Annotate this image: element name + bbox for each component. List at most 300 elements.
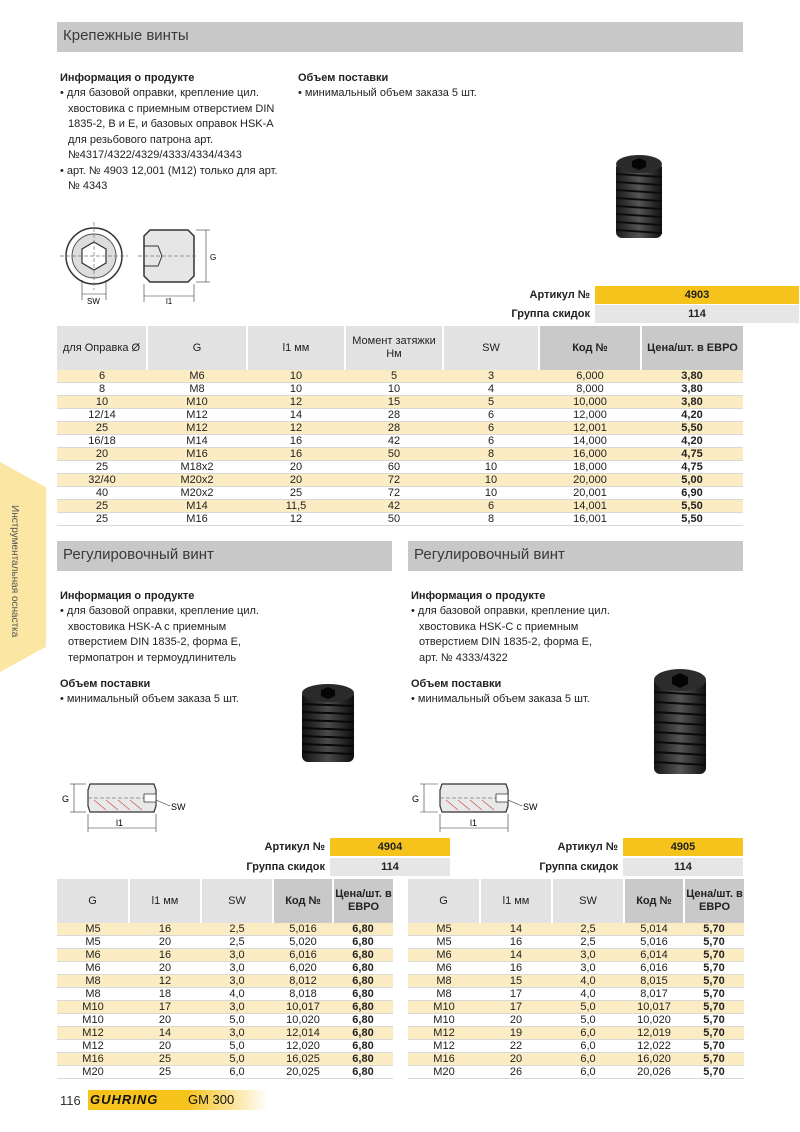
table-row — [408, 962, 744, 975]
col-header: SW — [201, 879, 273, 923]
price-cell: 6,80 — [333, 923, 393, 936]
price-cell: 6,80 — [333, 936, 393, 949]
price-cell: 5,70 — [684, 988, 744, 1001]
price-cell: 6,80 — [333, 1053, 393, 1066]
table-cell: M6 — [57, 962, 129, 975]
section-title: Регулировочный винт — [414, 546, 565, 563]
table-cell: 16,020 — [624, 1053, 684, 1066]
table-cell: 14 — [480, 923, 552, 936]
price-cell: 5,70 — [684, 1001, 744, 1014]
table-cell: 11,5 — [247, 500, 345, 513]
article-number: 4903 — [595, 286, 799, 304]
supply-title: Объем поставки — [411, 678, 502, 690]
table-cell: 20,000 — [539, 474, 641, 487]
product-image-set-screw — [608, 150, 670, 244]
col-header: G — [147, 326, 247, 370]
price-cell: 5,70 — [684, 1040, 744, 1053]
table-cell: 10 — [345, 383, 443, 396]
table-cell: M8 — [408, 975, 480, 988]
technical-drawing-right — [408, 776, 548, 836]
table-cell: 18 — [129, 988, 201, 1001]
table-cell: 2,5 — [552, 923, 624, 936]
table-cell: M8 — [408, 988, 480, 1001]
price-cell: 3,80 — [641, 383, 743, 396]
table-cell: 17 — [480, 988, 552, 1001]
price-cell: 6,80 — [333, 1014, 393, 1027]
table-cell: 6 — [443, 409, 539, 422]
info-bullet: • арт. № 4903 12,001 (M12) только для арт. № 4343 — [60, 164, 278, 192]
table-cell: 10 — [247, 370, 345, 383]
table-cell: 16 — [480, 962, 552, 975]
info-bullet: • для базовой оправки, крепление цил. хвостовика HSK-A с приемным отверстием DIN 1835-2, форма E, термопатрон и термоудлинитель — [60, 605, 259, 664]
table-cell: 25 — [129, 1066, 201, 1079]
table-cell: 6,020 — [273, 962, 333, 975]
price-cell: 6,80 — [333, 1066, 393, 1079]
table-cell: 42 — [345, 435, 443, 448]
table-cell: 5,0 — [552, 1014, 624, 1027]
table-cell: 20 — [129, 936, 201, 949]
article-label: Артикул № — [557, 841, 618, 853]
table-cell: M5 — [57, 923, 129, 936]
table-cell: 25 — [57, 461, 147, 474]
table-row — [408, 975, 744, 988]
col-header: для Оправка Ø — [57, 326, 147, 370]
price-cell: 4,75 — [641, 461, 743, 474]
table-row — [408, 988, 744, 1001]
table-cell: 6,0 — [552, 1053, 624, 1066]
table-row — [57, 500, 743, 513]
footer-brand — [88, 1090, 268, 1110]
table-cell: 17 — [480, 1001, 552, 1014]
table-cell: 17 — [129, 1001, 201, 1014]
table-row — [57, 1027, 393, 1040]
table-header — [57, 326, 743, 370]
table-cell: M14 — [147, 435, 247, 448]
left-info — [60, 590, 285, 708]
table-cell: 3,0 — [201, 1027, 273, 1040]
table-cell: M5 — [408, 923, 480, 936]
article-row-left — [57, 838, 403, 856]
table-cell: M20 — [57, 1066, 129, 1079]
table-row — [57, 975, 393, 988]
table-cell: 8,000 — [539, 383, 641, 396]
table-right — [408, 879, 744, 1079]
table-cell: 15 — [345, 396, 443, 409]
price-cell: 6,80 — [333, 949, 393, 962]
table-cell: 6,0 — [201, 1066, 273, 1079]
price-cell: 4,75 — [641, 448, 743, 461]
supply-title: Объем поставки — [298, 72, 389, 84]
table-cell: 3 — [443, 370, 539, 383]
table-cell: 6,0 — [552, 1040, 624, 1053]
discount-row-right — [408, 858, 744, 876]
table-cell: 5,0 — [201, 1053, 273, 1066]
table-row — [57, 383, 743, 396]
table-cell: 10,017 — [624, 1001, 684, 1014]
table-row — [57, 435, 743, 448]
brand-logo: GUHRING — [90, 1092, 159, 1107]
price-cell: 6,80 — [333, 962, 393, 975]
table-left — [57, 879, 393, 1079]
main-info — [60, 72, 285, 195]
table-cell: 16,025 — [273, 1053, 333, 1066]
price-cell: 5,50 — [641, 513, 743, 526]
table-cell: 5,014 — [624, 923, 684, 936]
supply-bullet: • минимальный объем заказа 5 шт. — [298, 87, 477, 99]
table-cell: 6,016 — [273, 949, 333, 962]
dim-sw: SW — [523, 802, 538, 812]
table-cell: M6 — [408, 949, 480, 962]
col-header: G — [408, 879, 480, 923]
table-cell: 10 — [443, 474, 539, 487]
table-row — [57, 949, 393, 962]
table-cell: 5,0 — [201, 1014, 273, 1027]
table-cell: 10,017 — [273, 1001, 333, 1014]
col-header: Момент затяжки Нм — [345, 326, 443, 370]
table-cell: 12/14 — [57, 409, 147, 422]
table-cell: 2,5 — [201, 923, 273, 936]
section-header-right — [408, 541, 743, 571]
table-cell: 42 — [345, 500, 443, 513]
table-cell: 20 — [480, 1014, 552, 1027]
table-cell: 12,001 — [539, 422, 641, 435]
col-header: Цена/шт. в ЕВРО — [333, 879, 393, 923]
price-cell: 5,50 — [641, 422, 743, 435]
price-cell: 6,80 — [333, 1001, 393, 1014]
table-cell: 16,001 — [539, 513, 641, 526]
table-row — [408, 1027, 744, 1040]
info-bullet: • для базовой оправки, крепление цил. хвостовика HSK-C с приемным отверстием DIN 1835-2, форма E, арт. № 4333/4322 — [411, 605, 610, 664]
table-cell: 6 — [57, 370, 147, 383]
article-number: 4904 — [330, 838, 450, 856]
table-row — [57, 1053, 393, 1066]
table-cell: M12 — [57, 1040, 129, 1053]
table-cell: 16 — [129, 923, 201, 936]
discount-row-left — [57, 858, 399, 876]
table-cell: 60 — [345, 461, 443, 474]
table-cell: 12,020 — [273, 1040, 333, 1053]
table-cell: 5 — [443, 396, 539, 409]
table-cell: M5 — [57, 936, 129, 949]
table-cell: 5 — [345, 370, 443, 383]
section-title: Крепежные винты — [63, 27, 189, 44]
col-header: l1 мм — [480, 879, 552, 923]
table-cell: 28 — [345, 409, 443, 422]
price-cell: 6,80 — [333, 1040, 393, 1053]
table-row — [57, 1066, 393, 1079]
table-cell: 10 — [247, 383, 345, 396]
table-cell: 10,020 — [624, 1014, 684, 1027]
article-number: 4905 — [623, 838, 743, 856]
table-cell: 3,0 — [552, 949, 624, 962]
table-cell: 20 — [57, 448, 147, 461]
dim-sw: SW — [171, 802, 186, 812]
discount-label: Группа скидок — [511, 308, 590, 320]
table-main — [57, 326, 743, 526]
table-cell: 20 — [129, 1014, 201, 1027]
dim-l1: l1 — [166, 297, 173, 306]
info-title: Информация о продукте — [60, 72, 195, 84]
table-cell: M18x2 — [147, 461, 247, 474]
table-cell: 6,016 — [624, 962, 684, 975]
table-cell: 8 — [443, 448, 539, 461]
price-cell: 5,70 — [684, 949, 744, 962]
table-cell: 12 — [247, 396, 345, 409]
table-cell: M10 — [57, 1001, 129, 1014]
table-cell: 8,017 — [624, 988, 684, 1001]
price-cell: 5,50 — [641, 500, 743, 513]
table-cell: 50 — [345, 448, 443, 461]
table-cell: 16 — [247, 448, 345, 461]
table-row — [408, 1040, 744, 1053]
catalog-name: GM 300 — [188, 1092, 235, 1107]
table-cell: 3,0 — [552, 962, 624, 975]
table-cell: 72 — [345, 474, 443, 487]
table-cell: 14 — [247, 409, 345, 422]
table-row — [408, 1053, 744, 1066]
price-cell: 3,80 — [641, 396, 743, 409]
price-cell: 6,80 — [333, 1027, 393, 1040]
supply-bullet: • минимальный объем заказа 5 шт. — [60, 693, 239, 705]
right-info — [411, 590, 611, 708]
table-cell: M12 — [408, 1027, 480, 1040]
table-cell: 16/18 — [57, 435, 147, 448]
table-cell: 16 — [129, 949, 201, 962]
table-cell: 16 — [247, 435, 345, 448]
table-cell: 8,015 — [624, 975, 684, 988]
table-cell: 20,025 — [273, 1066, 333, 1079]
table-cell: 18,000 — [539, 461, 641, 474]
table-cell: M6 — [57, 949, 129, 962]
table-cell: 4,0 — [552, 988, 624, 1001]
dim-l1: l1 — [116, 818, 124, 828]
table-cell: 20,026 — [624, 1066, 684, 1079]
table-cell: 25 — [57, 513, 147, 526]
price-cell: 5,70 — [684, 1014, 744, 1027]
table-cell: M16 — [147, 448, 247, 461]
table-cell: 32/40 — [57, 474, 147, 487]
article-label: Артикул № — [529, 289, 590, 301]
table-cell: 12,022 — [624, 1040, 684, 1053]
table-cell: 5,016 — [273, 923, 333, 936]
table-cell: 6,0 — [552, 1066, 624, 1079]
product-image-adjusting-screw — [296, 682, 364, 764]
table-cell: 20 — [129, 962, 201, 975]
table-cell: M12 — [147, 422, 247, 435]
dim-g: G — [210, 253, 217, 262]
table-cell: M8 — [57, 988, 129, 1001]
col-header: Цена/шт. в ЕВРО — [684, 879, 744, 923]
price-cell: 6,80 — [333, 988, 393, 1001]
col-header: SW — [552, 879, 624, 923]
discount-group: 114 — [595, 305, 799, 323]
table-cell: 12 — [129, 975, 201, 988]
table-cell: 25 — [129, 1053, 201, 1066]
discount-group: 114 — [623, 858, 743, 876]
table-cell: 10,000 — [539, 396, 641, 409]
table-cell: 12,019 — [624, 1027, 684, 1040]
price-cell: 5,70 — [684, 1053, 744, 1066]
col-header: SW — [443, 326, 539, 370]
table-row — [57, 988, 393, 1001]
supply-title: Объем поставки — [60, 678, 151, 690]
section-title: Регулировочный винт — [63, 546, 214, 563]
article-label: Артикул № — [264, 841, 325, 853]
article-row-main — [57, 286, 743, 304]
col-header: Код № — [624, 879, 684, 923]
table-cell: M12 — [408, 1040, 480, 1053]
col-header: l1 мм — [129, 879, 201, 923]
table-cell: 72 — [345, 487, 443, 500]
table-cell: 12 — [247, 513, 345, 526]
table-cell: M10 — [57, 1014, 129, 1027]
table-cell: M10 — [408, 1014, 480, 1027]
section-header-left — [57, 541, 392, 571]
price-cell: 5,70 — [684, 923, 744, 936]
table-cell: 14 — [480, 949, 552, 962]
table-row — [57, 923, 393, 936]
table-cell: 10 — [57, 396, 147, 409]
discount-label: Группа скидок — [246, 861, 325, 873]
table-cell: 25 — [247, 487, 345, 500]
table-cell: M6 — [147, 370, 247, 383]
table-row — [57, 461, 743, 474]
side-tab — [0, 462, 46, 672]
section-header-main — [57, 22, 743, 52]
table-cell: 4 — [443, 383, 539, 396]
table-cell: 25 — [57, 500, 147, 513]
table-cell: M20x2 — [147, 487, 247, 500]
col-header: l1 мм — [247, 326, 345, 370]
table-row — [57, 1001, 393, 1014]
table-cell: 20 — [247, 461, 345, 474]
product-image-adjusting-screw — [646, 666, 716, 776]
table-cell: 15 — [480, 975, 552, 988]
table-cell: 16,000 — [539, 448, 641, 461]
table-cell: 28 — [345, 422, 443, 435]
table-cell: 3,0 — [201, 1001, 273, 1014]
table-row — [57, 962, 393, 975]
table-row — [408, 936, 744, 949]
table-cell: 20 — [247, 474, 345, 487]
table-cell: M6 — [408, 962, 480, 975]
price-cell: 6,90 — [641, 487, 743, 500]
table-cell: M10 — [408, 1001, 480, 1014]
table-row — [57, 487, 743, 500]
price-cell: 4,20 — [641, 435, 743, 448]
table-cell: 8 — [57, 383, 147, 396]
table-row — [408, 1066, 744, 1079]
table-cell: M20 — [408, 1066, 480, 1079]
table-cell: 6,014 — [624, 949, 684, 962]
table-cell: 22 — [480, 1040, 552, 1053]
table-cell: 6 — [443, 422, 539, 435]
col-header: Код № — [539, 326, 641, 370]
table-cell: 5,0 — [552, 1001, 624, 1014]
table-cell: 2,5 — [201, 936, 273, 949]
price-cell: 5,70 — [684, 962, 744, 975]
table-row — [57, 474, 743, 487]
price-cell: 5,70 — [684, 975, 744, 988]
dim-l1: l1 — [470, 818, 478, 828]
table-row — [408, 949, 744, 962]
table-cell: 3,0 — [201, 962, 273, 975]
table-row — [57, 409, 743, 422]
table-cell: 20,001 — [539, 487, 641, 500]
table-cell: 16 — [480, 936, 552, 949]
table-cell: M16 — [147, 513, 247, 526]
table-cell: 3,0 — [201, 949, 273, 962]
info-bullet: • для базовой оправки, крепление цил. хвостовика с приемным отверстием DIN 1835-2, B и E, и базовых оправок HSK-A для резьбового патрона арт. №4317/4322/4329/4333/4334/4343 — [60, 87, 275, 161]
table-cell: 14,001 — [539, 500, 641, 513]
col-header: Цена/шт. в ЕВРО — [641, 326, 743, 370]
info-title: Информация о продукте — [60, 590, 195, 602]
supply-bullet: • минимальный объем заказа 5 шт. — [411, 693, 590, 705]
price-cell: 4,20 — [641, 409, 743, 422]
table-cell: 5,016 — [624, 936, 684, 949]
table-cell: M12 — [147, 409, 247, 422]
table-header — [57, 879, 393, 923]
col-header: Код № — [273, 879, 333, 923]
table-cell: M16 — [57, 1053, 129, 1066]
table-cell: 20 — [129, 1040, 201, 1053]
table-cell: M14 — [147, 500, 247, 513]
table-cell: 3,0 — [201, 975, 273, 988]
table-cell: 10 — [443, 461, 539, 474]
table-row — [408, 923, 744, 936]
article-row-right — [408, 838, 744, 856]
table-cell: 20 — [480, 1053, 552, 1066]
table-cell: M16 — [408, 1053, 480, 1066]
table-cell: 5,0 — [201, 1040, 273, 1053]
table-cell: 10 — [443, 487, 539, 500]
table-row — [408, 1014, 744, 1027]
price-cell: 5,70 — [684, 1027, 744, 1040]
table-cell: M8 — [57, 975, 129, 988]
discount-label: Группа скидок — [539, 861, 618, 873]
table-cell: 6,0 — [552, 1027, 624, 1040]
table-row — [57, 513, 743, 526]
table-cell: 26 — [480, 1066, 552, 1079]
discount-group: 114 — [330, 858, 450, 876]
table-cell: 12 — [247, 422, 345, 435]
table-row — [57, 422, 743, 435]
table-row — [57, 1040, 393, 1053]
table-cell: 14 — [129, 1027, 201, 1040]
table-cell: 6 — [443, 500, 539, 513]
table-cell: 8,012 — [273, 975, 333, 988]
table-row — [57, 448, 743, 461]
table-cell: 6,000 — [539, 370, 641, 383]
table-cell: 2,5 — [552, 936, 624, 949]
table-row — [57, 936, 393, 949]
table-row — [57, 396, 743, 409]
table-row — [57, 370, 743, 383]
table-header — [408, 879, 744, 923]
table-cell: M10 — [147, 396, 247, 409]
table-cell: 8,018 — [273, 988, 333, 1001]
table-cell: 5,020 — [273, 936, 333, 949]
table-cell: M12 — [57, 1027, 129, 1040]
table-cell: M5 — [408, 936, 480, 949]
dim-sw: SW — [87, 297, 100, 306]
table-cell: M8 — [147, 383, 247, 396]
table-cell: 25 — [57, 422, 147, 435]
table-cell: 14,000 — [539, 435, 641, 448]
table-cell: 12,014 — [273, 1027, 333, 1040]
table-cell: 12,000 — [539, 409, 641, 422]
dim-g: G — [62, 794, 70, 804]
